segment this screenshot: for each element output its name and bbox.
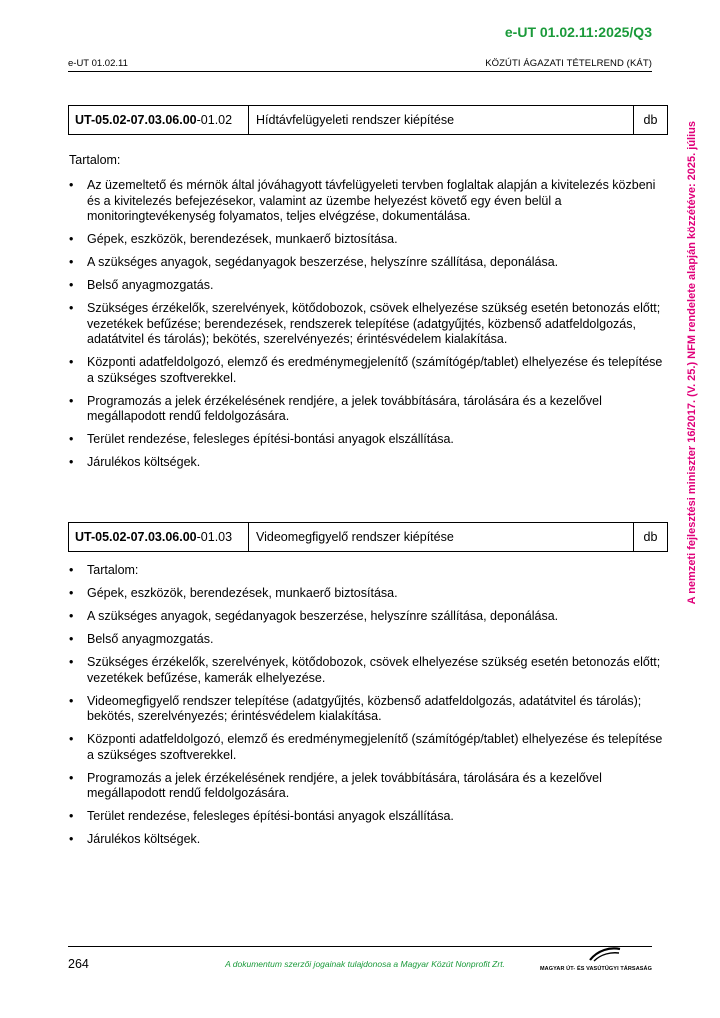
list-item: • Szükséges érzékelők, szerelvények, kötődobozok, csövek elhelyezése szükség esetén betonozás előtt; vezetékek befűzése; berendezések, rendszerek telepítése (adatgyűjtés, közbenső adatfeldolgozás, adatátvitel és tárolás); bekötés, szerelvényezés; érintésvédelem kialakítása. xyxy=(68,301,668,348)
list-item: • Tartalom: xyxy=(68,563,668,579)
item-table xyxy=(68,105,668,135)
list-item: • Terület rendezése, felesleges építési-bontási anyagok elszállítása. xyxy=(68,432,668,448)
list-item: • Programozás a jelek érzékelésének rendjére, a jelek továbbítására, tárolására és a kezelővel megállapodott rendű feldolgozására. xyxy=(68,771,668,802)
item-unit: db xyxy=(643,530,658,544)
logo-text: MAGYAR ÚT- ÉS VASÚTÜGYI TÁRSASÁG xyxy=(540,966,652,972)
list-item: • Belső anyagmozgatás. xyxy=(68,278,668,294)
item-title: Hídtávfelügyeleti rendszer kiépítése xyxy=(249,106,634,134)
item-table xyxy=(68,522,668,552)
header-right: KÖZÚTI ÁGAZATI TÉTELREND (KÁT) xyxy=(485,58,652,69)
document-code: e-UT 01.02.11:2025/Q3 xyxy=(504,24,652,40)
list-item: • Az üzemeltető és mérnök által jóváhagyott távfelügyeleti tervben foglaltak alapján a kivitelezés közbeni és a kivitelezés befejezésekor, valamint az üzembe helyezést követő egy éven belül a monitoringtevékenység folyamatos, teljes elvégzése, dokumentálása. xyxy=(68,178,668,225)
list-item: • Terület rendezése, felesleges építési-bontási anyagok elszállítása. xyxy=(68,809,668,825)
list-item: • Programozás a jelek érzékelésének rendjére, a jelek továbbítására, tárolására és a kezelővel megállapodott rendű feldolgozására. xyxy=(68,394,668,425)
list-item: • Belső anyagmozgatás. xyxy=(68,632,668,648)
list-item: • Járulékos költségek. xyxy=(68,832,668,848)
list-item: • A szükséges anyagok, segédanyagok beszerzése, helyszínre szállítása, deponálása. xyxy=(68,255,668,271)
header-left: e-UT 01.02.11 xyxy=(68,58,128,69)
list-item: • Járulékos költségek. xyxy=(68,455,668,471)
bullet-list xyxy=(68,563,668,855)
list-item: • Központi adatfeldolgozó, elemző és eredménymegjelenítő (számítógép/tablet) elhelyezése és telepítése a szükséges szoftverekkel. xyxy=(68,732,668,763)
page-number: 264 xyxy=(68,957,89,971)
list-item: • A szükséges anyagok, segédanyagok beszerzése, helyszínre szállítása, deponálása. xyxy=(68,609,668,625)
list-item: • Központi adatfeldolgozó, elemző és eredménymegjelenítő (számítógép/tablet) elhelyezése és telepítése a szükséges szoftverekkel. xyxy=(68,355,668,386)
item-code: UT-05.02-07.03.06.00 -01.03 xyxy=(69,523,249,551)
bullet-list xyxy=(68,178,668,478)
road-logo-icon xyxy=(588,946,622,962)
copyright-note: A dokumentum szerzői jogainak tulajdonosa a Magyar Közút Nonprofit Zrt. xyxy=(225,959,505,969)
list-item: • Szükséges érzékelők, szerelvények, kötődobozok, csövek elhelyezése szükség esetén betonozás előtt; vezetékek befűzése, kamerák elhelyezése. xyxy=(68,655,668,686)
side-publication-note: A nemzeti fejlesztési miniszter 16/2017. (V. 25.) NFM rendelete alapján közzétéve: 2025. július xyxy=(686,121,698,605)
list-item: • Gépek, eszközök, berendezések, munkaerő biztosítása. xyxy=(68,232,668,248)
item-code: UT-05.02-07.03.06.00 -01.02 xyxy=(69,106,249,134)
header-divider xyxy=(68,71,652,72)
list-item: • Gépek, eszközök, berendezések, munkaerő biztosítása. xyxy=(68,586,668,602)
item-unit: db xyxy=(643,113,658,127)
publisher-logo xyxy=(540,946,652,972)
item-title: Videomegfigyelő rendszer kiépítése xyxy=(249,523,634,551)
content-label: Tartalom: xyxy=(69,153,121,167)
list-item: • Videomegfigyelő rendszer telepítése (adatgyűjtés, közbenső adatfeldolgozás, adatátvitel és tárolás); bekötés, szerelvényezés; érintésvédelem kialakítása. xyxy=(68,694,668,725)
